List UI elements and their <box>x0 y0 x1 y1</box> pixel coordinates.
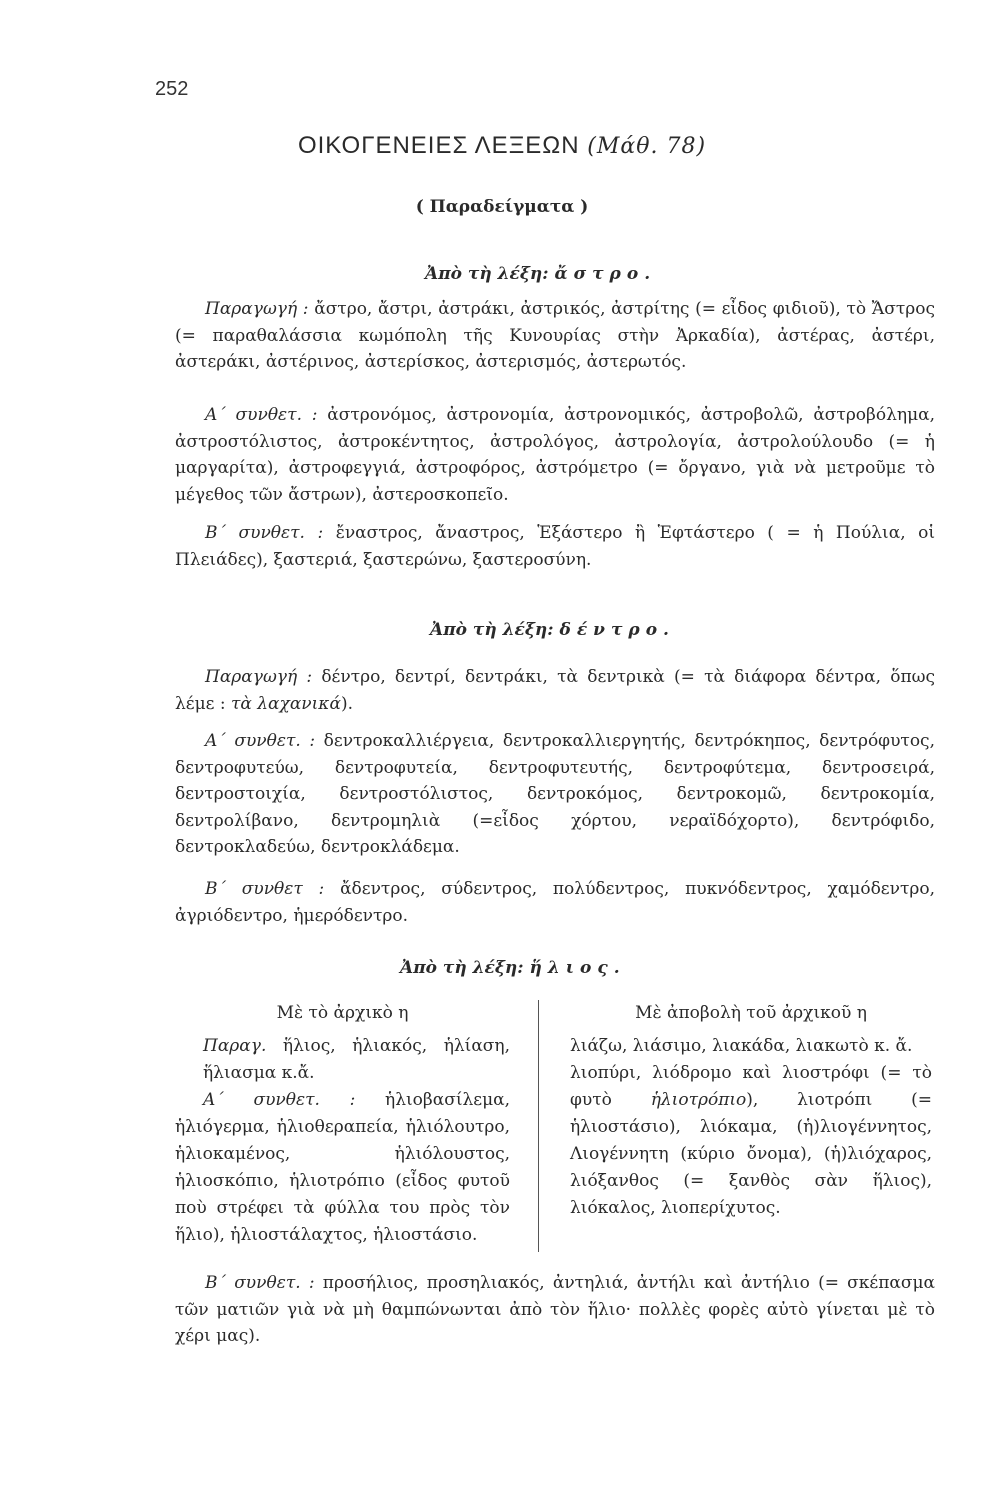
ilios-b-syntheta <box>175 1270 935 1350</box>
paragogi-label: Παραγωγή : <box>205 667 313 687</box>
paragogi-italic: τὰ λαχανικά <box>230 693 341 714</box>
a-label: Α΄ συνθετ. : <box>205 405 318 425</box>
heading-word: ἥλιος. <box>529 958 626 978</box>
dentro-paragogi <box>175 664 935 717</box>
a-text: ἀστρονόμος, ἀστρονομία, ἀστρονομικός, ἀστροβολῶ, ἀστροβόλημα, ἀστροστόλιστος, ἀστροκέντητος, ἀστρολόγος, ἀστρολογία, ἀστρολούλουδο (= ἡ μαργαρίτα), ἀστροφεγγιά, ἀστροφόρος, ἀστρόμετρο (= ὄργανο, γιὰ νὰ μετροῦμε τὸ μέγεθος τῶν ἄστρων), ἀστεροσκοπεῖο. <box>175 405 935 505</box>
b-label: Β΄ συνθετ. : <box>205 523 324 543</box>
section-heading-dentro <box>430 620 675 640</box>
title-lesson-ref: (Μάθ. 78) <box>587 134 707 159</box>
left-paragogi <box>175 1033 510 1087</box>
astro-b-syntheta <box>175 520 935 573</box>
right-p2 <box>570 1060 932 1222</box>
paragogi-end: ). <box>340 693 353 714</box>
a-text: ἡλιοβασίλεμα, ἡλιόγερμα, ἡλιοθεραπεία, ἡλιόλουτρο, ἡλιοκαμένος, ἡλιόλουστος, ἡλιοσκόπιο, ἡλιοτρόπιο (εἶδος φυτοῦ ποὺ στρέφει τὰ φύλλα του πρὸς τὸν ἥλιο), ἡλιοστάλαχτος, ἡλιοστάσιο. <box>175 1090 510 1245</box>
astro-paragogi <box>175 296 935 376</box>
heading-word: δέντρο. <box>559 620 675 640</box>
ilios-right-column <box>570 1000 932 1222</box>
page-title <box>0 132 1004 160</box>
dentro-b-syntheta <box>175 876 935 929</box>
heading-label: Ἀπὸ τὴ λέξη: <box>430 620 554 640</box>
a-label: Α΄ συνθετ. : <box>203 1090 356 1110</box>
b-text: ἔναστρος, ἄναστρος, Ἑξάστερο ἢ Ἑφτάστερο ( = ἡ Πούλια, οἱ Πλειάδες), ξαστεριά, ξαστερώνω, ξαστεροσύνη. <box>175 523 936 570</box>
section-heading-ilios <box>400 958 626 978</box>
section-heading-astro <box>425 264 656 284</box>
astro-a-syntheta <box>175 402 935 508</box>
column-heading: Μὲ ἀποβολὴ τοῦ ἀρχικοῦ η <box>635 1003 867 1023</box>
heading-label: Ἀπὸ τὴ λέξη: <box>400 958 524 978</box>
b-text: ἄδεντρος, σύδεντρος, πολύδεντρος, πυκνόδεντρος, χαμόδεντρο, ἀγριόδεντρο, ἡμερόδεντρο. <box>175 879 935 926</box>
b-text: προσήλιος, προσηλιακός, ἀντηλιά, ἀντήλι καὶ ἀντήλιο (= σκέπασμα τῶν ματιῶν γιὰ νὰ μὴ θαμπώνωνται ἀπὸ τὸν ἥλιο· πολλὲς φορὲς αὐτὸ γίνεται μὲ τὸ χέρι μας). <box>175 1273 936 1346</box>
heading-label: Ἀπὸ τὴ λέξη: <box>425 264 549 284</box>
paragogi-text: δέντρο, δεντρί, δεντράκι, τὰ δεντρικὰ (= τὰ διάφορα δέντρα, ὅπως λέμε : <box>175 667 936 714</box>
title-main: ΟΙΚΟΓΕΝΕΙΕΣ ΛΕΞΕΩΝ <box>297 132 580 159</box>
a-text: δεντροκαλλιέργεια, δεντροκαλλιεργητής, δεντρόκηπος, δεντρόφυτος, δεντροφυτεύω, δεντροφυτεία, δεντροφυτευτής, δεντροφύτεμα, δεντροσειρά, δεντροστοιχία, δεντροστόλιστος, δεντροκόμος, δεντροκομῶ, δεντροκομία, δεντρολίβανο, δεντρομηλιὰ (=εἶδος χόρτου, νεραϊδόχορτο), δεντρόφιδο, δεντροκλαδεύω, δεντροκλάδεμα. <box>175 731 935 857</box>
right-p2-italic: ἡλιοτρόπιο <box>650 1090 747 1110</box>
heading-word: ἄστρο. <box>554 264 657 284</box>
subtitle: ( Παραδείγματα ) <box>415 197 589 217</box>
right-p2-a: λιοπύρι, λιόδρομο καὶ λιοστρόφι (= τὸ φυτὸ <box>570 1063 932 1110</box>
ilios-left-column <box>175 1000 510 1249</box>
column-divider <box>538 1000 539 1252</box>
right-p2-b: ), λιοτρόπι (= ἡλιοστάσιο), λιόκαμα, (ἡ)λιογέννητος, Λιογέννητη (κύριο ὄνομα), (ἡ)λιόχαρος, λιόξανθος (= ξανθὸς σὰν ἥλιος), λιόκαλος, λιοπερίχυτος. <box>570 1090 932 1218</box>
right-p1: λιάζω, λιάσιμο, λιακάδα, λιακωτὸ κ. ἄ. <box>570 1036 913 1056</box>
parag-text: ἥλιος, ἡλιακός, ἡλίαση, ἥλιασμα κ.ἄ. <box>203 1036 510 1083</box>
b-label: Β΄ συνθετ. : <box>205 1273 315 1293</box>
a-label: Α΄ συνθετ. : <box>205 731 316 751</box>
b-label: Β΄ συνθετ : <box>205 879 325 899</box>
dentro-a-syntheta <box>175 728 935 861</box>
left-a-syntheta <box>175 1087 510 1249</box>
column-heading: Μὲ τὸ ἀρχικὸ η <box>276 1003 409 1023</box>
paragogi-text: ἄστρο, ἄστρι, ἀστράκι, ἀστρικός, ἀστρίτης (= εἶδος φιδιοῦ), τὸ Ἄστρος (= παραθαλάσσια κωμόπολη τῆς Κυνουρίας στὴν Ἀρκαδία), ἀστέρας, ἀστέρι, ἀστεράκι, ἀστέρινος, ἀστερίσκος, ἀστερισμός, ἀστερωτός. <box>175 299 936 372</box>
page-number: 252 <box>155 78 189 100</box>
paragogi-label: Παραγωγή : <box>205 299 309 319</box>
parag-label: Παραγ. <box>203 1036 267 1056</box>
